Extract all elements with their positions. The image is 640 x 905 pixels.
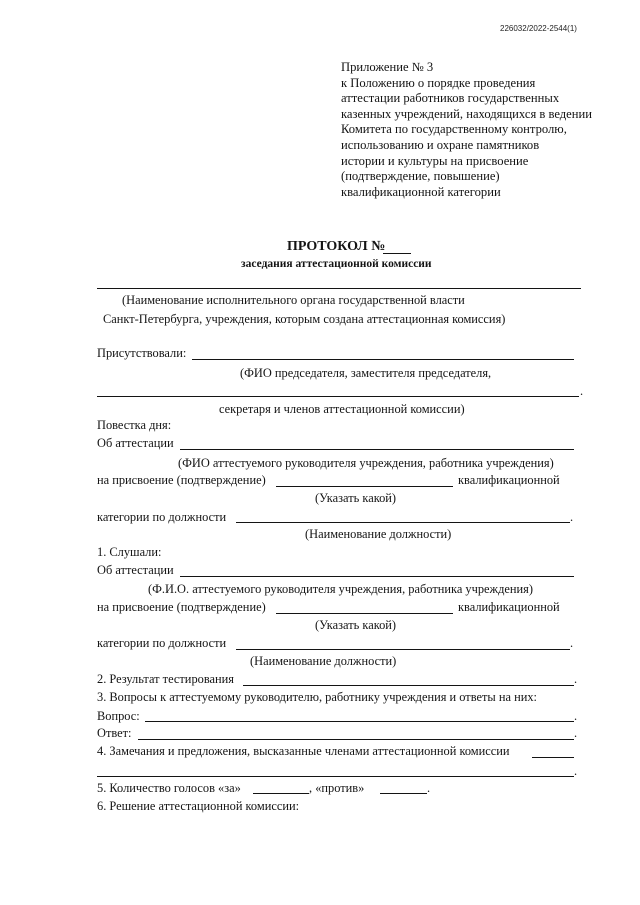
answer-line bbox=[138, 739, 574, 740]
appendix-line: аттестации работников государственных bbox=[341, 91, 560, 106]
item6-label: 6. Решение аттестационной комиссии: bbox=[97, 799, 300, 813]
heard-assign-line bbox=[276, 613, 453, 614]
protocol-number-line bbox=[383, 253, 411, 254]
item4-line bbox=[532, 757, 574, 758]
agenda-position-line bbox=[236, 522, 570, 523]
org-name-line bbox=[97, 288, 581, 289]
agenda-attest-label: Об аттестации bbox=[97, 436, 174, 450]
appendix-line: использованию и охране памятников bbox=[341, 137, 540, 152]
appendix-line: (подтверждение, повышение) bbox=[341, 169, 500, 184]
agenda-position-caption: (Наименование должности) bbox=[305, 527, 452, 541]
org-caption: Санкт-Петербурга, учреждения, которым создана аттестационная комиссия) bbox=[103, 312, 506, 326]
votes-for-line bbox=[253, 793, 309, 794]
present-caption: (ФИО председателя, заместителя председателя, bbox=[240, 366, 492, 380]
heard-position-caption: (Наименование должности) bbox=[250, 654, 397, 668]
item2-label: 2. Результат тестирования bbox=[97, 672, 234, 686]
protocol-subtitle: заседания аттестационной комиссии bbox=[241, 258, 432, 270]
protocol-title: ПРОТОКОЛ № bbox=[287, 239, 386, 254]
agenda-assign-label: на присвоение (подтверждение) bbox=[97, 473, 266, 487]
heard-assign-label: на присвоение (подтверждение) bbox=[97, 600, 266, 614]
appendix-block bbox=[341, 60, 592, 200]
appendix-line: к Положению о порядке проведения bbox=[341, 75, 536, 90]
present-caption: секретаря и членов аттестационной комиссии) bbox=[219, 402, 465, 416]
heard-specify-caption: (Указать какой) bbox=[315, 618, 397, 632]
document-id: 226032/2022-2544(1) bbox=[500, 24, 577, 33]
agenda-person-line bbox=[180, 449, 574, 450]
item4-line bbox=[97, 776, 574, 777]
heard-person-caption: (Ф.И.О. аттестуемого руководителя учреждения, работника учреждения) bbox=[148, 582, 534, 596]
heard-position-line bbox=[236, 649, 570, 650]
item5-votes-against-label: , «против» bbox=[309, 781, 365, 795]
item4-label: 4. Замечания и предложения, высказанные членами аттестационной комиссии bbox=[97, 744, 510, 758]
item5-votes-for-label: 5. Количество голосов «за» bbox=[97, 781, 241, 795]
agenda-category-label: категории по должности bbox=[97, 510, 227, 524]
agenda-label: Повестка дня: bbox=[97, 418, 172, 432]
appendix-line: истории и культуры на присвоение bbox=[341, 153, 529, 168]
appendix-line: казенных учреждений, находящихся в ведении bbox=[341, 106, 592, 121]
question-label: Вопрос: bbox=[97, 709, 140, 723]
appendix-line: Приложение № 3 bbox=[341, 60, 434, 74]
votes-against-line bbox=[380, 793, 427, 794]
org-caption: (Наименование исполнительного органа государственной власти bbox=[122, 293, 465, 307]
agenda-specify-caption: (Указать какой) bbox=[315, 491, 397, 505]
appendix-line: квалификационной категории bbox=[341, 184, 501, 199]
present-line bbox=[192, 359, 574, 360]
present-label: Присутствовали: bbox=[97, 346, 187, 360]
heard-person-line bbox=[180, 576, 574, 577]
item3-label: 3. Вопросы к аттестуемому руководителю, работнику учреждения и ответы на них: bbox=[97, 690, 537, 704]
question-line bbox=[145, 721, 574, 722]
heard-attest-label: Об аттестации bbox=[97, 563, 174, 577]
agenda-qual-label: квалификационной bbox=[458, 473, 560, 487]
answer-label: Ответ: bbox=[97, 726, 132, 740]
agenda-assign-line bbox=[276, 486, 453, 487]
heard-qual-label: квалификационной bbox=[458, 600, 560, 614]
heard-category-label: категории по должности bbox=[97, 636, 227, 650]
present-line bbox=[97, 396, 579, 397]
agenda-person-caption: (ФИО аттестуемого руководителя учреждения, работника учреждения) bbox=[178, 456, 554, 470]
item2-line bbox=[243, 685, 574, 686]
appendix-line: Комитета по государственному контролю, bbox=[341, 122, 567, 137]
heard-label: 1. Слушали: bbox=[97, 545, 162, 559]
